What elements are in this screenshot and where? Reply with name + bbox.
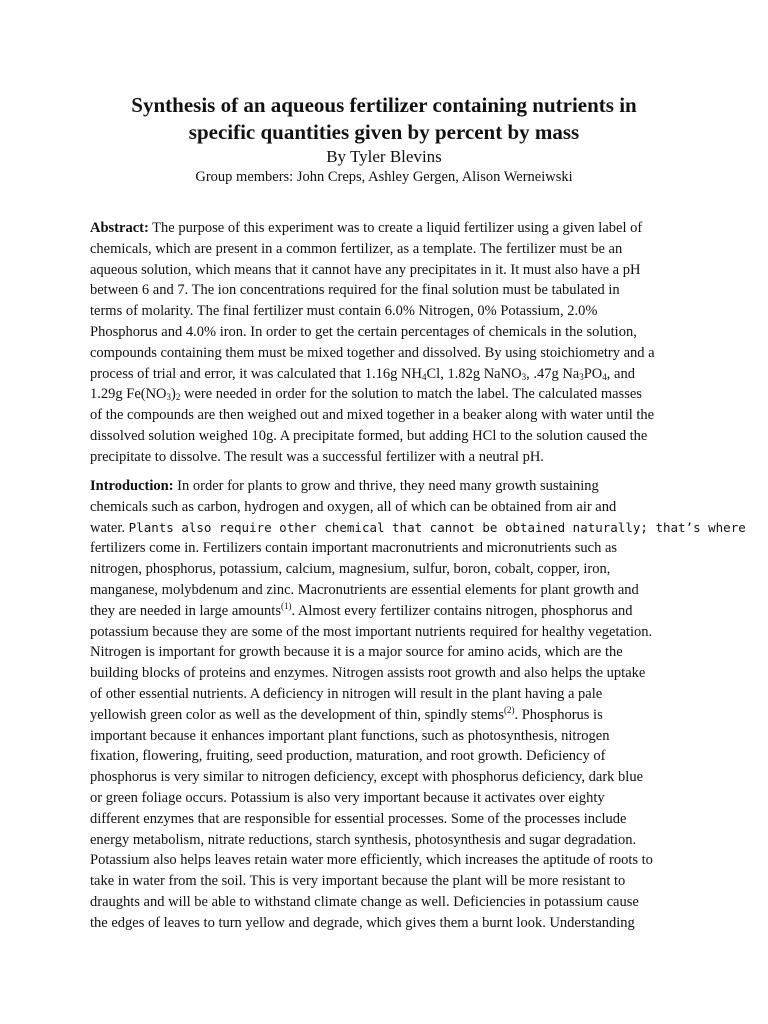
text-line: chemicals, which are present in a common fertilizer, as a template. The fertilizer must be an bbox=[90, 240, 623, 257]
text-line: terms of molarity. The final fertilizer must contain 6.0% Nitrogen, 0% Potassium, 2.0% bbox=[90, 303, 598, 320]
text-line: important because it enhances important plant functions, such as photosynthesis, nitrogen bbox=[90, 727, 610, 744]
text-line: building blocks of proteins and enzymes. Nitrogen assists root growth and also helps the uptake bbox=[90, 665, 646, 682]
text-line: of other essential nutrients. A deficiency in nitrogen will result in the plant having a pale bbox=[90, 685, 603, 702]
text-line: Introduction: In order for plants to grow and thrive, they need many growth sustaining bbox=[90, 478, 599, 494]
citation-marker: (2) bbox=[503, 704, 515, 715]
text-line: fixation, flowering, fruiting, seed production, maturation, and root growth. Deficiency of bbox=[90, 748, 606, 765]
introduction-label: Introduction: bbox=[90, 478, 174, 494]
text-line: different enzymes that are responsible for essential processes. Some of the processes include bbox=[90, 810, 627, 827]
text-line: fertilizers come in. Fertilizers contain important macronutrients and micronutrients such as bbox=[90, 540, 618, 557]
text-line: the edges of leaves to turn yellow and degrade, which gives them a burnt look. Understanding bbox=[90, 914, 635, 931]
text-line: precipitate to dissolve. The result was a successful fertilizer with a neutral pH. bbox=[90, 448, 544, 465]
text-line: compounds containing them must be mixed together and dissolved. By using stoichiometry and a bbox=[90, 344, 655, 361]
text-line-chemicals: 1.29g $Fe(NO_3)_2$ were needed in order for the solution to match the label. The calculated masses bbox=[90, 386, 642, 403]
text-line: nitrogen, phosphorus, potassium, calcium, magnesium, sulfur, boron, cobalt, copper, iron, bbox=[90, 561, 611, 578]
text-line: yellowish green color as well as the development of thin, spindly stems$^{(2)}$. Phosphorus is bbox=[90, 704, 603, 723]
title-line: specific quantities given by percent by mass bbox=[188, 120, 580, 144]
text-line-chemicals: process of trial and error, it was calculated that 1.16g $NH_4Cl$, 1.82g NaNO$_3$, .47g $Na_3PO_4$, and bbox=[90, 365, 635, 382]
text-line: water. Plants also require other chemical that cannot be obtained naturally; that’s where bbox=[90, 519, 746, 536]
text-line: Phosphorus and 4.0% iron. In order to get the certain percentages of chemicals in the solution, bbox=[90, 323, 637, 340]
text-line: draughts and will be able to withstand climate change as well. Deficiencies in potassium cause bbox=[90, 893, 639, 910]
text-line: Abstract: The purpose of this experiment was to create a liquid fertilizer using a given label of bbox=[90, 220, 643, 236]
title-line: Synthesis of an aqueous fertilizer containing nutrients in bbox=[131, 93, 637, 117]
text-line: they are needed in large amounts$^{(1)}$. Almost every fertilizer contains nitrogen, phosphorus and bbox=[90, 600, 633, 619]
text-line: phosphorus is very similar to nitrogen deficiency, except with phosphorus deficiency, dark blue bbox=[90, 769, 644, 786]
text-line: chemicals such as carbon, hydrogen and oxygen, all of which can be obtained from air and bbox=[90, 498, 617, 515]
introduction-paragraph bbox=[90, 476, 746, 934]
text-line: manganese, molybdenum and zinc. Macronutrients are essential elements for plant growth and bbox=[90, 581, 639, 598]
text-line: or green foliage occurs. Potassium is also very important because it activates over eighty bbox=[90, 789, 605, 806]
text-line: aqueous solution, which means that it cannot have any precipitates in it. It must also have a pH bbox=[90, 261, 641, 278]
citation-marker: (1) bbox=[280, 600, 292, 611]
author-byline: By Tyler Blevins bbox=[326, 147, 442, 166]
text-line: potassium because they are some of the most important nutrients required for healthy vegetation. bbox=[90, 623, 653, 640]
text-line: dissolved solution weighed 10g. A precipitate formed, but adding HCl to the solution caused the bbox=[90, 427, 648, 444]
paper-title bbox=[60, 92, 708, 146]
abstract-label: Abstract: bbox=[90, 220, 149, 236]
group-members: Group members: John Creps, Ashley Gergen, Alison Werneiwski bbox=[195, 169, 573, 185]
text-line: energy metabolism, nitrate reductions, starch synthesis, photosynthesis and sugar degradation. bbox=[90, 831, 637, 848]
text-line: of the compounds are then weighed out and mixed together in a beaker along with water until the bbox=[90, 407, 655, 424]
text-line: Nitrogen is important for growth because it is a major source for amino acids, which are the bbox=[90, 644, 623, 661]
text-line: between 6 and 7. The ion concentrations required for the final solution must be tabulated in bbox=[90, 282, 620, 299]
abstract-paragraph bbox=[90, 218, 690, 468]
text-line: Potassium also helps leaves retain water more efficiently, which increases the aptitude of roots to bbox=[90, 852, 653, 869]
text-line: take in water from the soil. This is very important because the plant will be more resistant to bbox=[90, 873, 626, 890]
